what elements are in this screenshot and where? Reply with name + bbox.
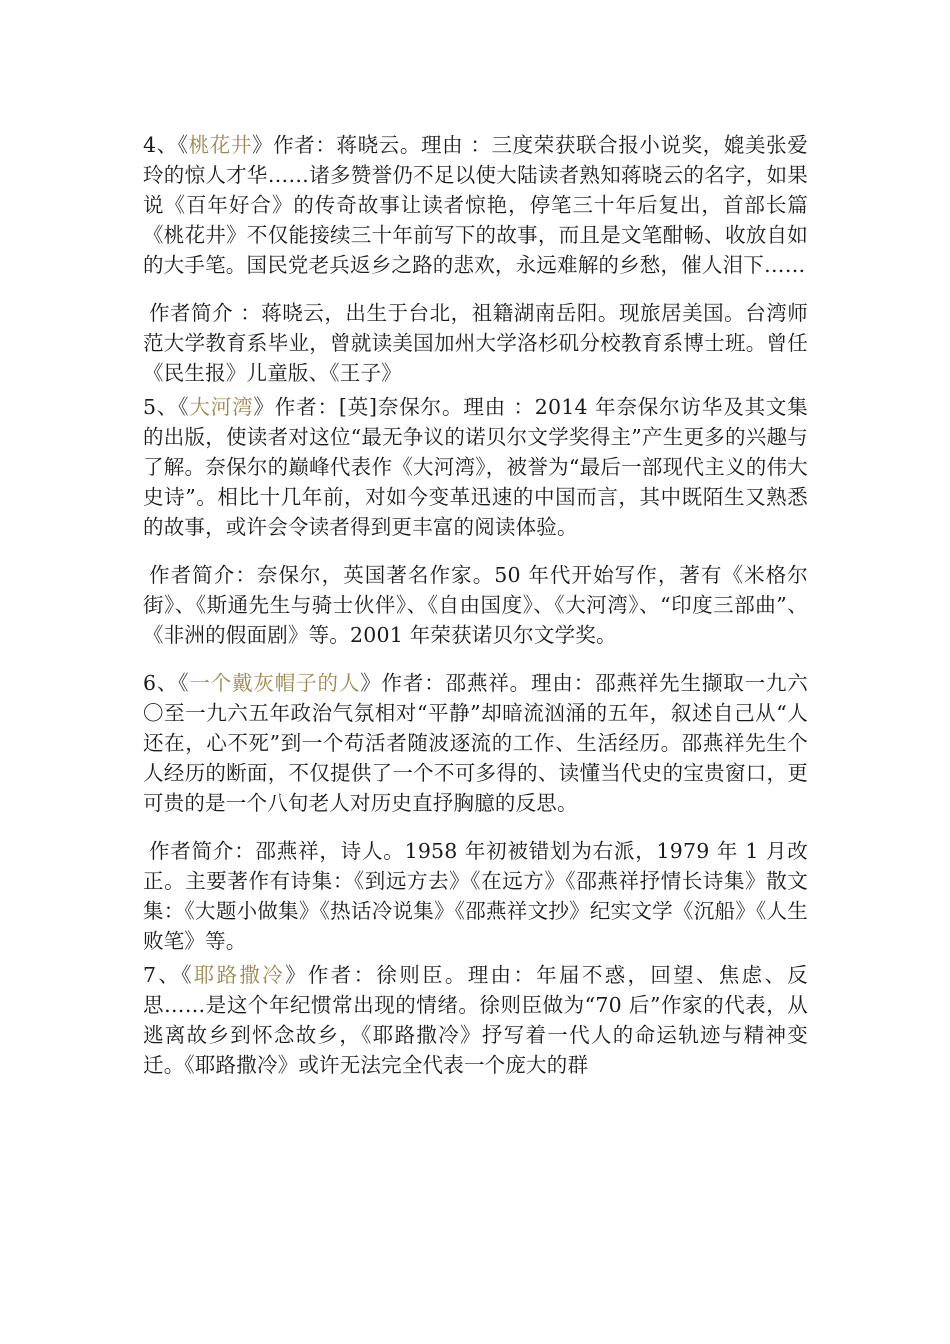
entry-6-number: 6、《	[143, 671, 190, 695]
entry-4-reason	[143, 130, 808, 280]
entry-4-number: 4、《	[143, 133, 189, 157]
entry-7-text: 》作者：徐则臣。理由：年届不惑，回望、焦虑、反思……是这个年纪惯常出现的情绪。徐则臣做为“70 后”作家的代表，从逃离故乡到怀念故乡，《耶路撒冷》抒写着一代人的命运轨迹与精神变迁。《耶路撒冷》或许无法完全代表一个庞大的群	[143, 963, 808, 1077]
entry-4-title-link[interactable]: 桃花井	[188, 133, 253, 157]
document-body	[143, 130, 808, 1098]
entry-5-text: 》作者：[英]奈保尔。理由 ：2014 年奈保尔访华及其文集的出版，使读者对这位“最无争议的诺贝尔文学奖得主”产生更多的兴趣与了解。奈保尔的巅峰代表作《大河湾》，被誉为“最后一部现代主义的伟大史诗”。相比十几年前，对如今变革迅速的中国而言，其中既陌生又熟悉的故事，或许会令读者得到更丰富的阅读体验。	[143, 395, 808, 539]
entry-7-reason	[143, 960, 808, 1080]
entry-7-number: 7、《	[143, 963, 194, 987]
entry-6-title-link[interactable]: 一个戴灰帽子的人	[189, 671, 361, 695]
entry-5-bio: 作者简介：奈保尔，英国著名作家。50 年代开始写作，著有《米格尔街》、《斯通先生与骑士伙伴》、《自由国度》、《大河湾》、“印度三部曲”、《非洲的假面剧》等。2001 年荣获诺贝尔文学奖。	[143, 563, 808, 647]
entry-5-title-link[interactable]: 大河湾	[189, 395, 254, 419]
entry-7-title-link[interactable]: 耶路撒冷	[193, 963, 286, 987]
entry-4-bio: 作者简介 ：蒋晓云，出生于台北，祖籍湖南岳阳。现旅居美国。台湾师范大学教育系毕业，曾就读美国加州大学洛杉矶分校教育系博士班。曾任《民生报》儿童版、《王子》	[143, 301, 808, 385]
entry-5-number: 5、《	[143, 395, 190, 419]
entry-6-reason	[143, 668, 808, 818]
entry-5-reason	[143, 392, 808, 542]
entry-4-text: 》作者：蒋晓云。理由 ：三度荣获联合报小说奖，媲美张爱玲的惊人才华……诸多赞誉仍不足以使大陆读者熟知蒋晓云的名字，如果说《百年好合》的传奇故事让读者惊艳，停笔三十年后复出，首部长篇《桃花井》不仅能接续三十年前写下的故事，而且是文笔酣畅、收放自如的大手笔。国民党老兵返乡之路的悲欢，永远难解的乡愁，催人泪下……	[143, 133, 808, 277]
entry-6-text: 》作者：邵燕祥。理由：邵燕祥先生撷取一九六〇至一九六五年政治气氛相对“平静”却暗流汹涌的五年，叙述自己从“人还在，心不死”到一个苟活者随波逐流的工作、生活经历。邵燕祥先生个人经历的断面，不仅提供了一个不可多得的、读懂当代史的宝贵窗口，更可贵的是一个八旬老人对历史直抒胸臆的反思。	[143, 671, 808, 815]
entry-6-bio: 作者简介：邵燕祥，诗人。1958 年初被错划为右派，1979 年 1 月改正。主要著作有诗集：《到远方去》《在远方》《邵燕祥抒情长诗集》散文集：《大题小做集》《热话冷说集》《邵燕祥文抄》纪实文学《沉船》《人生败笔》等。	[143, 839, 808, 953]
